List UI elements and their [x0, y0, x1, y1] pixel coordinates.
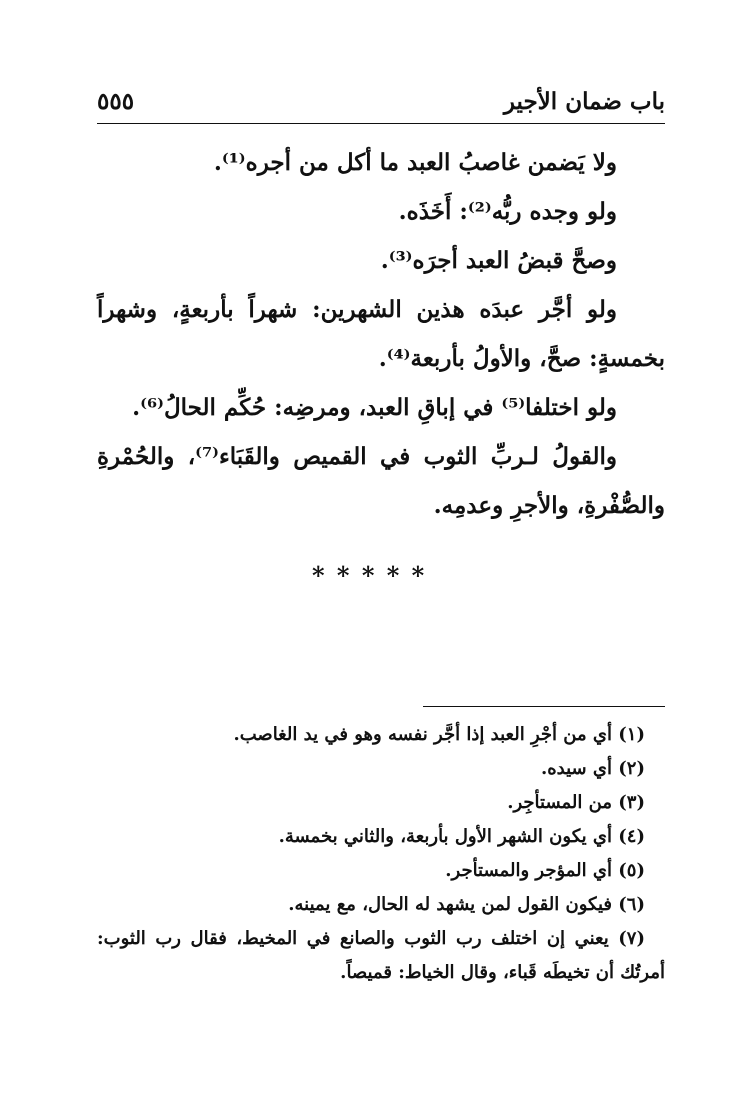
page-number: ٥٥٥ — [97, 88, 135, 115]
chapter-title: باب ضمان الأجير — [503, 88, 665, 115]
section-separator: * * * * * — [312, 561, 427, 590]
footnotes — [97, 718, 665, 990]
footnote: (٢) أي سيده. — [540, 758, 645, 779]
paragraph: ولو وجده ربُّه⁽²⁾: أَخَذَه. — [398, 198, 617, 225]
main-text — [97, 138, 665, 530]
paragraph: ولو اختلفا⁽⁵⁾ في إباقِ العبد، ومرضِه: حُكِّم الحالُ⁽⁶⁾. — [132, 394, 617, 421]
footnote: (٥) أي المؤجر والمستأجر. — [445, 860, 645, 881]
footnote: (٦) فيكون القول لمن يشهد له الحال، مع يمينه. — [288, 894, 645, 915]
header-rule — [97, 123, 665, 124]
paragraph: وصحَّ قبضُ العبد أجرَه⁽³⁾. — [380, 247, 617, 274]
footnote-rule — [423, 706, 665, 707]
footnote: (١) أي من أجْرِ العبد إذا أجَّر نفسه وهو في يد الغاصب. — [233, 724, 645, 745]
paragraph: والقولُ لـربِّ الثوب في القميص والقَبَاء⁽⁷⁾، والحُمْرةِ والصُّفْرةِ، والأجرِ وعدمِه. — [97, 443, 665, 519]
footnote: (٧) يعني إن اختلف رب الثوب والصانع في المخيط، فقال رب الثوب: أمرتُك أن تخيطَه قَباء، وقال الخياط: قميصاً. — [97, 928, 665, 983]
running-header — [97, 88, 665, 120]
footnote: (٣) من المستأجِر. — [507, 792, 645, 813]
paragraph: ولا يَضمن غاصبُ العبد ما أكل من أجره⁽¹⁾. — [213, 149, 617, 176]
footnote: (٤) أي يكون الشهر الأول بأربعة، والثاني بخمسة. — [278, 826, 645, 847]
paragraph: ولو أجَّر عبدَه هذين الشهرين: شهراً بأربعةٍ، وشهراً بخمسةٍ: صحَّ، والأولُ بأربعة⁽⁴⁾. — [97, 296, 665, 372]
